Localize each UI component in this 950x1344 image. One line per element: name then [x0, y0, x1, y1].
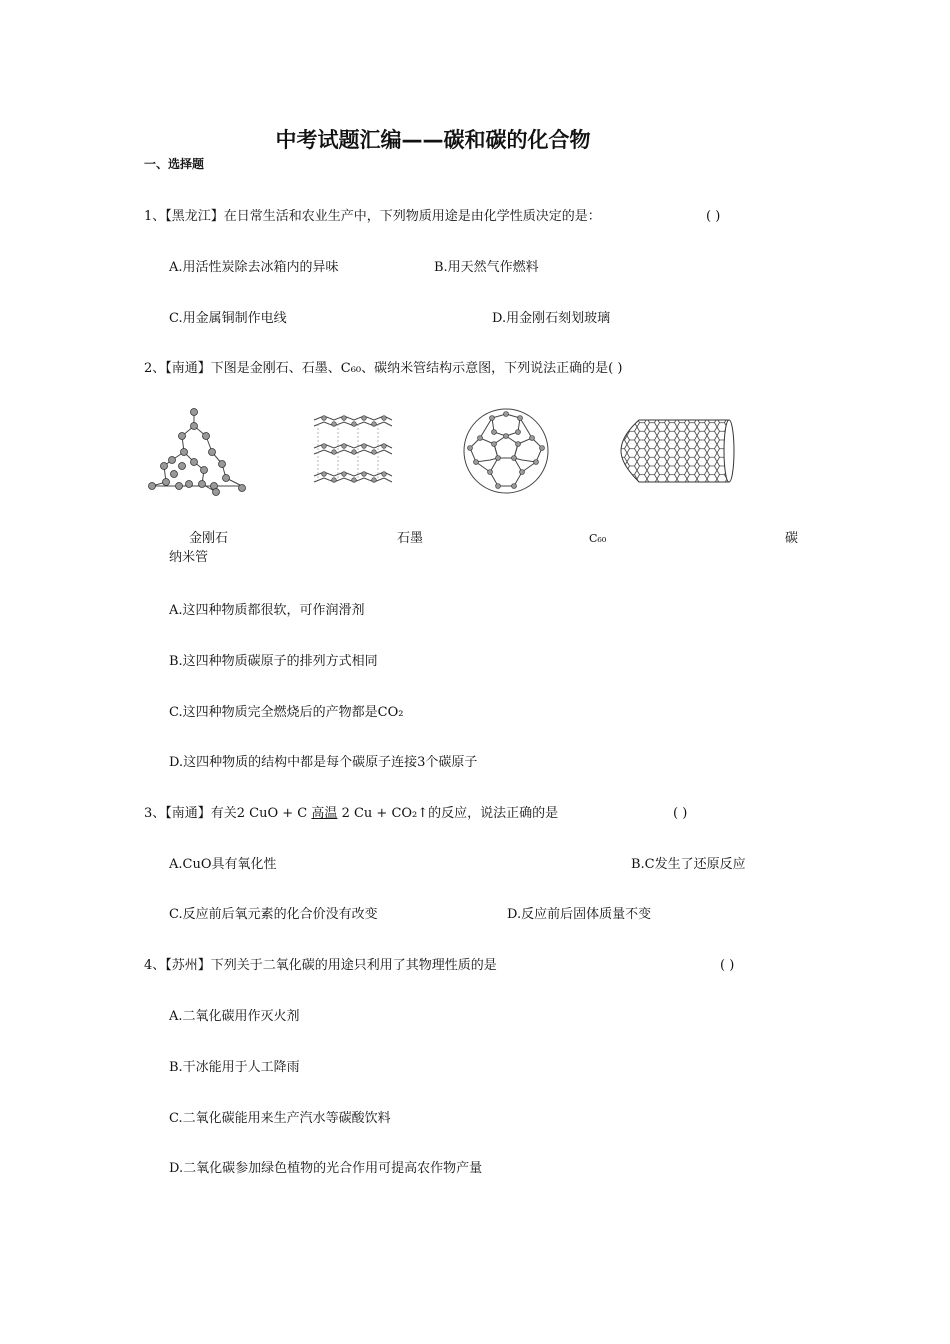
label-diamond: 金刚石: [189, 531, 229, 546]
q1-option-b: B.用天然气作燃料: [434, 260, 539, 275]
q3-option-a: A.CuO具有氧化性: [169, 857, 277, 872]
diamond-atoms: [149, 409, 246, 496]
q2-option-c: C.这四种物质完全燃烧后的产物都是CO₂: [169, 705, 404, 720]
q2-stem: 2、【南通】下图是金刚石、石墨、C₆₀、碳纳米管结构示意图，下列说法正确的是( ): [144, 361, 623, 376]
q1-stem: 1、【黑龙江】在日常生活和农业生产中，下列物质用途是由化学性质决定的是：: [144, 209, 601, 224]
graphite-atoms: [322, 416, 387, 483]
q4-option-d: D.二氧化碳参加绿色植物的光合作用可提高农作物产量: [169, 1161, 483, 1176]
section-heading: 一、选择题: [144, 157, 205, 171]
c60-atoms: [468, 412, 545, 489]
q3-option-d: D.反应前后固体质量不变: [507, 907, 652, 922]
reaction-condition: 高温: [311, 806, 338, 821]
q3-option-c: C.反应前后氧元素的化合价没有改变: [169, 907, 378, 922]
q3-stem: [144, 806, 558, 822]
q1-option-a: A.用活性炭除去冰箱内的异味: [169, 260, 339, 275]
q2-option-b: B.这四种物质碳原子的排列方式相同: [169, 654, 378, 669]
q1-answer-paren: ( ): [706, 209, 721, 224]
c60-structure-figure: [460, 406, 552, 496]
label-nanotube-part1: 碳: [785, 531, 799, 546]
q1-option-d: D.用金刚石刻划玻璃: [492, 311, 611, 326]
q3-answer-paren: ( ): [673, 806, 688, 821]
nanotube-structure-figure: [617, 414, 735, 488]
q4-option-c: C.二氧化碳能用来生产汽水等碳酸饮料: [169, 1111, 391, 1126]
q4-answer-paren: ( ): [720, 958, 735, 973]
label-graphite: 石墨: [397, 531, 424, 546]
q3-stem-pre: 3、【南通】有关2 CuO + C: [144, 806, 308, 821]
q4-stem: 4、【苏州】下列关于二氧化碳的用途只利用了其物理性质的是: [144, 958, 497, 973]
graphite-structure-figure: [308, 410, 398, 496]
q1-option-c: C.用金属铜制作电线: [169, 311, 287, 326]
c60-rings: [470, 414, 542, 486]
q2-option-d: D.这四种物质的结构中都是每个碳原子连接3个碳原子: [169, 755, 478, 770]
label-nanotube-part2: 纳米管: [169, 550, 209, 565]
q2-option-a: A.这四种物质都很软，可作润滑剂: [169, 603, 365, 618]
diamond-structure-figure: [144, 404, 249, 496]
q4-option-a: A.二氧化碳用作灭火剂: [169, 1009, 300, 1024]
page-title: 中考试题汇编——碳和碳的化合物: [275, 128, 591, 152]
label-c60: C₆₀: [589, 532, 607, 545]
q4-option-b: B.干冰能用于人工降雨: [169, 1060, 300, 1075]
q3-option-b: B.C发生了还原反应: [631, 857, 746, 872]
q3-stem-post: 2 Cu + CO₂↑的反应，说法正确的是: [341, 806, 559, 821]
